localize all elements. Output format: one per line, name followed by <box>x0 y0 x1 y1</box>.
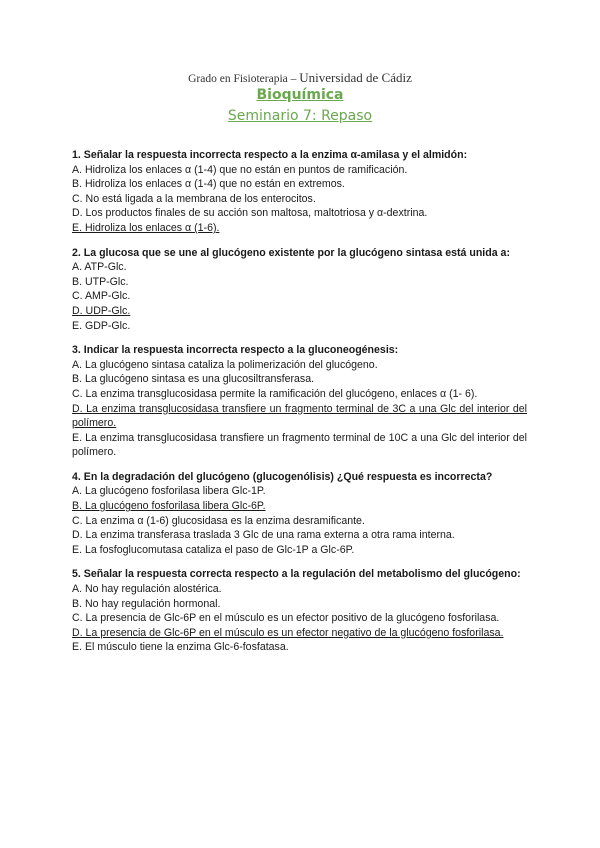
option-b: B. La glucógeno sintasa es una glucosiltransferasa. <box>72 373 315 386</box>
question-4 <box>72 470 527 558</box>
question-title: 3. Indicar la respuesta incorrecta respecto a la gluconeogénesis: <box>72 344 399 357</box>
option-d: D. UDP-Glc. <box>72 304 131 317</box>
option-c: C. No está ligada a la membrana de los enterocitos. <box>72 192 316 205</box>
seminar-title: Seminario 7: Repaso <box>227 108 373 124</box>
option-e: E. El músculo tiene la enzima Glc-6-fosfatasa. <box>72 641 289 654</box>
option-b: B. La glucógeno fosforilasa libera Glc-6P. <box>72 500 266 513</box>
option-d: D. Los productos finales de su acción son maltosa, maltotriosa y α-dextrina. <box>72 207 428 220</box>
question-title: 2. La glucosa que se une al glucógeno existente por la glucógeno sintasa está unida a: <box>72 246 510 259</box>
institution-line <box>0 70 600 86</box>
question-title: 1. Señalar la respuesta incorrecta respecto a la enzima α-amilasa y el almidón: <box>72 149 468 161</box>
question-title: 5. Señalar la respuesta correcta respecto a la regulación del metabolismo del glucógeno: <box>72 568 521 581</box>
option-c: C. La enzima α (1-6) glucosidasa es la enzima desramificante. <box>72 514 365 527</box>
option-d: D. La enzima transferasa traslada 3 Glc de una rama externa a otra rama interna. <box>72 529 455 542</box>
option-e: E. GDP-Glc. <box>72 319 131 332</box>
question-1 <box>72 148 527 236</box>
option-c: C. La enzima transglucosidasa permite la ramificación del glucógeno, enlaces α (1- 6). <box>72 387 478 400</box>
option-c: C. La presencia de Glc-6P en el músculo es un efector positivo de la glucógeno fosforilasa. <box>72 612 500 625</box>
option-a: A. No hay regulación alostérica. <box>72 583 222 596</box>
option-d: D. La enzima transglucosidasa transfiere un fragmento terminal de 3C a una Glc del interior del polímero. <box>72 402 527 430</box>
option-e: E. La fosfoglucomutasa cataliza el paso de Glc-1P a Glc-6P. <box>72 543 355 556</box>
option-e: E. Hidroliza los enlaces α (1-6). <box>72 221 220 234</box>
option-c: C. AMP-Glc. <box>72 290 131 303</box>
option-b: B. UTP-Glc. <box>72 275 129 288</box>
option-b: B. Hidroliza los enlaces α (1-4) que no están en extremos. <box>72 178 345 191</box>
option-d: D. La presencia de Glc-6P en el músculo es un efector negativo de la glucógeno fosforilasa. <box>72 626 504 639</box>
question-title: 4. En la degradación del glucógeno (glucogenólisis) ¿Qué respuesta es incorrecta? <box>72 470 493 483</box>
question-list <box>72 148 527 665</box>
question-5 <box>72 567 527 655</box>
option-a: A. Hidroliza los enlaces α (1-4) que no están en puntos de ramificación. <box>72 163 408 176</box>
subject-title: Bioquímica <box>256 87 344 103</box>
institution-name: Universidad de Cádiz <box>299 70 412 85</box>
question-3 <box>72 343 527 460</box>
question-2 <box>72 246 527 334</box>
option-a: A. La glucógeno fosforilasa libera Glc-1P. <box>72 485 266 498</box>
option-a: A. La glucógeno sintasa cataliza la polimerización del glucógeno. <box>72 358 378 371</box>
option-b: B. No hay regulación hormonal. <box>72 597 221 610</box>
option-a: A. ATP-Glc. <box>72 261 127 274</box>
option-e: E. La enzima transglucosidasa transfiere un fragmento terminal de 10C a una Glc del interior del polímero. <box>72 431 527 459</box>
institution-prefix: Grado en Fisioterapia – <box>188 73 300 85</box>
